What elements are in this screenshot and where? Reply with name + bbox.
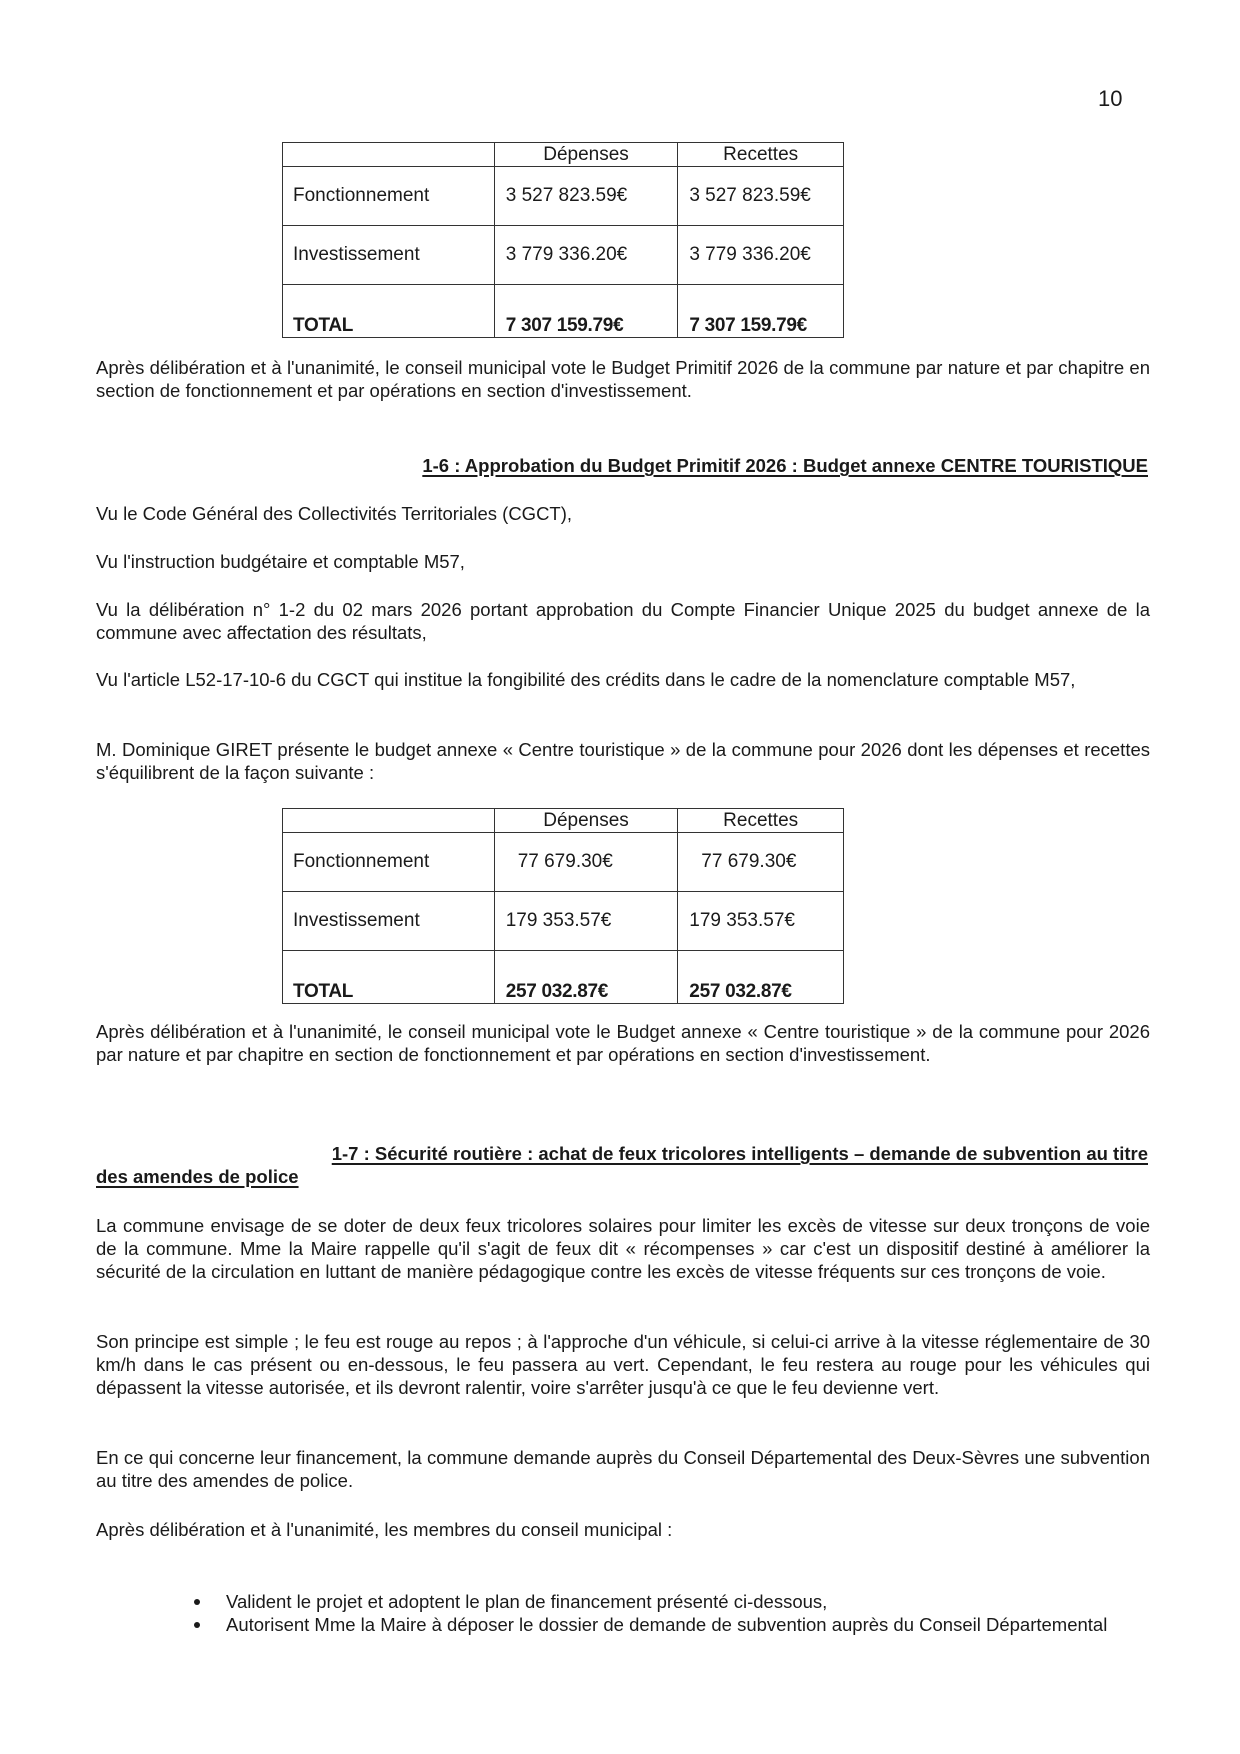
recettes-value: 77 679.30€	[678, 833, 844, 892]
budget-primitif-table	[282, 142, 844, 338]
depenses-value: 77 679.30€	[494, 833, 678, 892]
row-label: Investissement	[283, 892, 495, 951]
feux-description-paragraph: La commune envisage de se doter de deux feux tricolores solaires pour limiter les excès de vitesse sur deux tronçons de voie de la commune. Mme la Maire rappelle qu'il s'agit de feux dit « récompenses » car c'est un dispositif destiné à améliorer la sécurité de la circulation en luttant de manière pédagogique contre les excès de vitesse fréquents sur ces tronçons de voie.	[96, 1215, 1150, 1282]
recettes-value: 3 779 336.20€	[678, 226, 844, 285]
row-label: Fonctionnement	[283, 833, 495, 892]
table-row	[283, 226, 844, 285]
deliberation-intro: Après délibération et à l'unanimité, les membres du conseil municipal :	[96, 1519, 673, 1540]
vu-item: Vu l'article L52-17-10-6 du CGCT qui institue la fongibilité des crédits dans le cadre de la nomenclature comptable M57,	[96, 669, 1076, 690]
section-1-7-heading-line1: 1-7 : Sécurité routière : achat de feux tricolores intelligents – demande de subvention au titre	[331, 1143, 1148, 1164]
financement-paragraph: En ce qui concerne leur financement, la commune demande auprès du Conseil Départemental des Deux-Sèvres une subvention au titre des amendes de police.	[96, 1447, 1150, 1491]
section-1-7-heading-line2: des amendes de police	[96, 1166, 299, 1187]
table-row	[283, 833, 844, 892]
table-header-row	[283, 809, 844, 833]
table-header-recettes: Recettes	[678, 809, 844, 833]
depenses-value: 179 353.57€	[494, 892, 678, 951]
total-recettes: 257 032.87€	[678, 951, 844, 1004]
table-header-row	[283, 143, 844, 167]
row-label: Investissement	[283, 226, 495, 285]
recettes-value: 3 527 823.59€	[678, 167, 844, 226]
list-item	[96, 1590, 1150, 1613]
centre-touristique-table	[282, 808, 844, 1004]
vu-item: Vu le Code Général des Collectivités Territoriales (CGCT),	[96, 503, 573, 524]
presentation-paragraph: M. Dominique GIRET présente le budget annexe « Centre touristique » de la commune pour 2026 dont les dépenses et recettes s'équilibrent de la façon suivante :	[96, 739, 1150, 783]
table-row	[283, 167, 844, 226]
decision-list	[96, 1590, 1150, 1636]
list-item-text: Autorisent Mme la Maire à déposer le dossier de demande de subvention auprès du Conseil Départemental	[226, 1614, 1108, 1635]
table-header-depenses: Dépenses	[494, 143, 678, 167]
total-label: TOTAL	[283, 951, 495, 1004]
depenses-value: 3 527 823.59€	[494, 167, 678, 226]
vote-budget-primitif-paragraph: Après délibération et à l'unanimité, le conseil municipal vote le Budget Primitif 2026 de la commune par nature et par chapitre en section de fonctionnement et par opérations en section d'investissement.	[96, 357, 1150, 401]
vu-item: Vu l'instruction budgétaire et comptable M57,	[96, 551, 465, 572]
section-1-6-heading: 1-6 : Approbation du Budget Primitif 2026 : Budget annexe CENTRE TOURISTIQUE	[422, 455, 1148, 476]
bullet-icon	[194, 1599, 200, 1605]
table-row	[283, 892, 844, 951]
total-recettes: 7 307 159.79€	[678, 285, 844, 338]
table-header-empty	[283, 809, 495, 833]
table-total-row	[283, 285, 844, 338]
table-total-row	[283, 951, 844, 1004]
bullet-icon	[194, 1622, 200, 1628]
table-header-empty	[283, 143, 495, 167]
recettes-value: 179 353.57€	[678, 892, 844, 951]
total-label: TOTAL	[283, 285, 495, 338]
page-number: 10	[1098, 86, 1123, 111]
total-depenses: 7 307 159.79€	[494, 285, 678, 338]
total-depenses: 257 032.87€	[494, 951, 678, 1004]
list-item	[96, 1613, 1150, 1636]
vu-item: Vu la délibération n° 1-2 du 02 mars 2026 portant approbation du Compte Financier Unique 2025 du budget annexe de la commune avec affectation des résultats,	[96, 599, 1150, 643]
table-header-depenses: Dépenses	[494, 809, 678, 833]
vote-centre-touristique-paragraph: Après délibération et à l'unanimité, le conseil municipal vote le Budget annexe « Centre touristique » de la commune pour 2026 par nature et par chapitre en section de fonctionnement et par opérations en section d'investissement.	[96, 1021, 1150, 1065]
feux-principe-paragraph: Son principe est simple ; le feu est rouge au repos ; à l'approche d'un véhicule, si celui-ci arrive à la vitesse réglementaire de 30 km/h dans le cas présent ou en-dessous, le feu passera au vert. Cependant, le feu restera au rouge pour les véhicules qui dépassent la vitesse autorisée, et ils devront ralentir, voire s'arrêter jusqu'à ce que le feu devienne vert.	[96, 1331, 1150, 1398]
depenses-value: 3 779 336.20€	[494, 226, 678, 285]
list-item-text: Valident le projet et adoptent le plan de financement présenté ci-dessous,	[226, 1591, 828, 1612]
row-label: Fonctionnement	[283, 167, 495, 226]
table-header-recettes: Recettes	[678, 143, 844, 167]
